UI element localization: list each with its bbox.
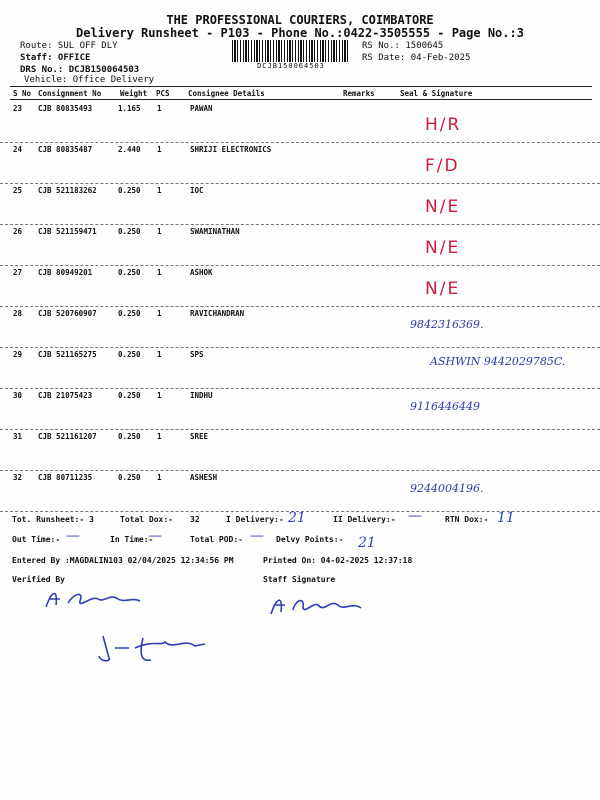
cell-pcs: 1 — [157, 391, 162, 400]
tot-runsheet: Tot. Runsheet:- 3 — [12, 515, 94, 524]
col-remarks: Remarks — [343, 89, 375, 98]
cell-weight: 0.250 — [118, 227, 141, 236]
cell-consignee: IOC — [190, 186, 204, 195]
total-pod-label: Total POD:- — [190, 535, 243, 544]
route: Route: SUL OFF DLY — [20, 41, 118, 51]
cell-weight: 0.250 — [118, 309, 141, 318]
runsheet-subtitle: Delivery Runsheet - P103 - Phone No.:0422-3505555 - Page No.:3 — [76, 26, 524, 40]
seal-signature-mark: H/R — [425, 115, 462, 135]
cell-pcs: 1 — [157, 268, 162, 277]
cell-consignee: ASHESH — [190, 473, 218, 482]
cell-consignment: CJB 21075423 — [38, 391, 93, 400]
printed-on: Printed On: 04-02-2025 12:37:18 — [263, 556, 413, 565]
cell-consignment: CJB 80949201 — [38, 268, 93, 277]
cell-sno: 29 — [13, 350, 23, 359]
delvy-points-handwritten: 21 — [358, 535, 376, 551]
verifier-signature-2 — [95, 628, 215, 668]
cell-weight: 0.250 — [118, 432, 141, 441]
total-pod-handwritten: — — [250, 528, 264, 544]
vehicle: Vehicle: Office Delivery — [24, 75, 155, 85]
table-row — [0, 142, 600, 184]
header-top-line — [10, 86, 592, 87]
verifier-signature-1 — [40, 585, 150, 615]
cell-consignment: CJB 80711235 — [38, 473, 93, 482]
ii-delivery-handwritten: — — [408, 508, 422, 524]
header-bottom-line — [10, 99, 592, 100]
col-sno: S No — [13, 89, 32, 98]
cell-sno: 23 — [13, 104, 23, 113]
table-row — [0, 429, 600, 471]
cell-pcs: 1 — [157, 309, 162, 318]
cell-pcs: 1 — [157, 145, 162, 154]
delvy-points-label: Delvy Points:- — [276, 535, 344, 544]
company-title: THE PROFESSIONAL COURIERS, COIMBATORE — [166, 13, 434, 27]
in-time-label: In Time:- — [110, 535, 154, 544]
seal-signature-mark: F/D — [425, 156, 460, 176]
cell-weight: 0.250 — [118, 186, 141, 195]
cell-sno: 28 — [13, 309, 23, 318]
col-pcs: PCS — [156, 89, 170, 98]
cell-consignee: SPS — [190, 350, 204, 359]
cell-sno: 30 — [13, 391, 23, 400]
seal-signature-mark: 9842316369. — [410, 318, 484, 331]
seal-signature-mark: 9116446449 — [410, 400, 480, 413]
seal-signature-mark: N/E — [425, 279, 461, 299]
cell-consignment: CJB 520760907 — [38, 309, 97, 318]
out-time-label: Out Time:- — [12, 535, 61, 544]
table-row — [0, 265, 600, 307]
table-row — [0, 183, 600, 225]
cell-consignment: CJB 521165275 — [38, 350, 97, 359]
cell-consignment: CJB 521183262 — [38, 186, 97, 195]
cell-pcs: 1 — [157, 432, 162, 441]
total-dox-label: Total Dox:- — [120, 515, 173, 524]
staff-signature — [265, 590, 375, 620]
in-time-handwritten: — — [148, 528, 162, 544]
cell-pcs: 1 — [157, 104, 162, 113]
table-row — [0, 101, 600, 143]
total-dox-value: 32 — [190, 515, 200, 524]
col-consignment: Consignment No — [38, 89, 102, 98]
rtn-dox-label: RTN Dox:- — [445, 515, 489, 524]
cell-weight: 0.250 — [118, 391, 141, 400]
cell-consignee: SHRIJI ELECTRONICS — [190, 145, 272, 154]
col-weight: Weight — [120, 89, 148, 98]
out-time-handwritten: — — [66, 528, 80, 544]
table-row — [0, 224, 600, 266]
table-row — [0, 470, 600, 512]
ii-delivery-label: II Delivery:- — [333, 515, 396, 524]
cell-consignment: CJB 521161207 — [38, 432, 97, 441]
cell-consignee: PAWAN — [190, 104, 213, 113]
cell-weight: 2.440 — [118, 145, 141, 154]
cell-consignment: CJB 80835493 — [38, 104, 93, 113]
i-delivery-label: I Delivery:- — [226, 515, 284, 524]
cell-consignee: INDHU — [190, 391, 213, 400]
cell-consignee: SWAMINATHAN — [190, 227, 240, 236]
cell-consignee: RAVICHANDRAN — [190, 309, 245, 318]
cell-pcs: 1 — [157, 227, 162, 236]
table-row — [0, 306, 600, 348]
cell-consignee: ASHOK — [190, 268, 213, 277]
cell-pcs: 1 — [157, 350, 162, 359]
table-row — [0, 347, 600, 389]
seal-signature-mark: 9244004196. — [410, 482, 484, 495]
rs-number: RS No.: 1500645 — [362, 41, 444, 51]
cell-sno: 27 — [13, 268, 23, 277]
cell-consignment: CJB 80835487 — [38, 145, 93, 154]
seal-signature-mark: N/E — [425, 197, 461, 217]
staff-signature-label: Staff Signature — [263, 575, 336, 584]
barcode-text: DCJB150064503 — [257, 62, 325, 70]
i-delivery-handwritten: 21 — [288, 510, 306, 526]
cell-sno: 32 — [13, 473, 23, 482]
seal-signature-mark: N/E — [425, 238, 461, 258]
cell-consignment: CJB 521159471 — [38, 227, 97, 236]
cell-weight: 0.250 — [118, 350, 141, 359]
rs-date: RS Date: 04-Feb-2025 — [362, 53, 471, 63]
barcode — [232, 40, 350, 62]
seal-signature-mark: ASHWIN 9442029785C. — [430, 355, 566, 368]
cell-sno: 26 — [13, 227, 23, 236]
rtn-dox-handwritten: 11 — [497, 510, 515, 526]
verified-by-label: Verified By — [12, 575, 65, 584]
cell-sno: 25 — [13, 186, 23, 195]
staff: Staff: OFFICE — [20, 53, 91, 63]
col-consignee: Consignee Details — [188, 89, 265, 98]
cell-weight: 0.250 — [118, 268, 141, 277]
entered-by: Entered By :MAGDALIN103 02/04/2025 12:34:56 PM — [12, 556, 234, 565]
cell-consignee: SREE — [190, 432, 209, 441]
cell-sno: 24 — [13, 145, 23, 154]
cell-pcs: 1 — [157, 186, 162, 195]
col-seal-signature: Seal & Signature — [400, 89, 473, 98]
table-row — [0, 388, 600, 430]
cell-pcs: 1 — [157, 473, 162, 482]
drs-number: DRS No.: DCJB150064503 — [20, 65, 140, 75]
cell-weight: 0.250 — [118, 473, 141, 482]
cell-sno: 31 — [13, 432, 23, 441]
cell-weight: 1.165 — [118, 104, 141, 113]
